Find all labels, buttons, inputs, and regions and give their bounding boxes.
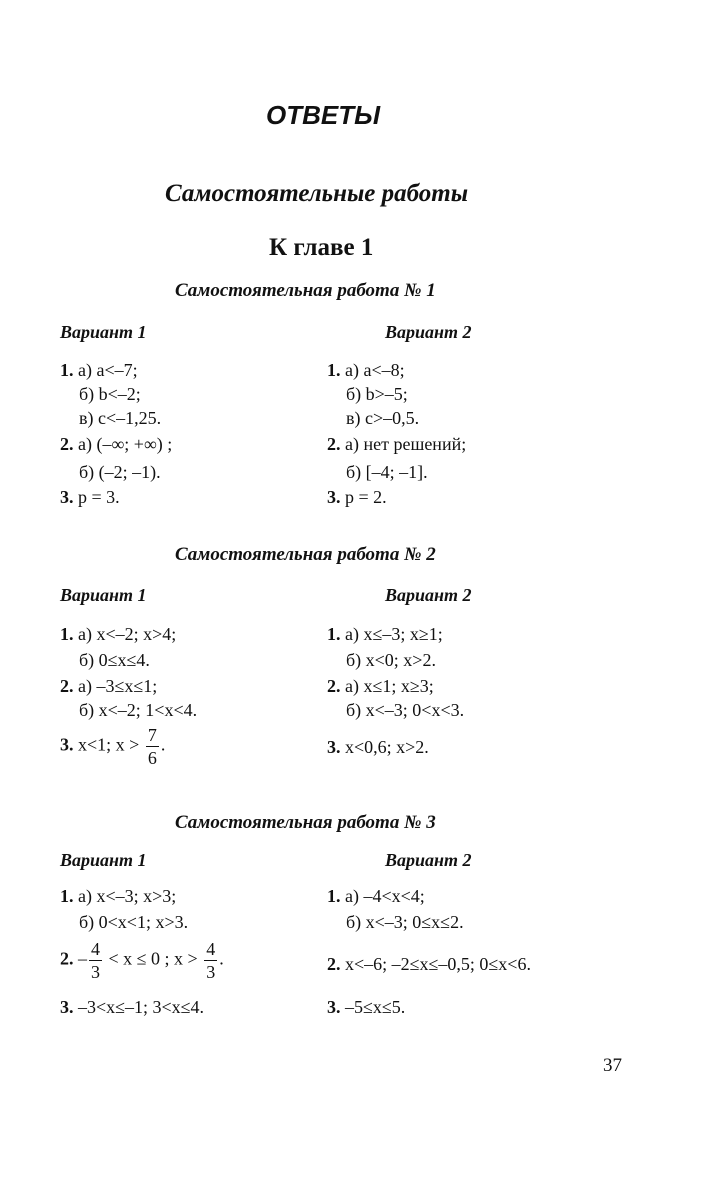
page-title: ОТВЕТЫ <box>266 100 381 130</box>
w1-v2-answer-2b: б) [–4; –1]. <box>346 462 428 482</box>
fraction-4-3-a: $\frac{4}{3}$ <box>91 939 100 982</box>
work-3-title: Самостоятельная работа № 3 <box>175 812 436 833</box>
w1-v2-answer-2a: 2. а) нет решений; <box>327 434 467 454</box>
w2-v2-answer-1a: 1. а) x≤–3; x≥1; <box>327 624 443 644</box>
w3-v2-answer-3: 3. –5≤x≤5. <box>327 997 406 1017</box>
w2-v1-answer-2b: б) x<–2; 1<x<4. <box>79 700 198 720</box>
w2-v1-answer-1b: б) 0≤x≤4. <box>79 650 150 670</box>
w3-v2-answer-1a: 1. а) –4<x<4; <box>327 886 425 906</box>
work-3-variant-2-label: Вариант 2 <box>385 850 472 870</box>
w1-v1-answer-2a: 2. а) (–∞; +∞) ; <box>60 434 173 454</box>
w1-v2-answer-1a: 1. а) a<–8; <box>327 360 405 380</box>
w1-v1-answer-3: 3. p = 3. <box>60 487 120 507</box>
w1-v2-answer-1c: в) c>–0,5. <box>346 408 420 428</box>
work-1-variant-2-label: Вариант 2 <box>385 322 472 342</box>
w2-v2-answer-2a: 2. а) x≤1; x≥3; <box>327 676 434 696</box>
fraction-4-3-b: $\frac{4}{3}$ <box>206 939 216 982</box>
w1-v1-answer-2b: б) (–2; –1). <box>79 462 161 482</box>
work-3-variant-1-label: Вариант 1 <box>60 850 147 870</box>
w1-v2-answer-1b: б) b>–5; <box>346 384 408 404</box>
w1-v1-answer-1a: 1. а) a<–7; <box>60 360 138 380</box>
w1-v2-answer-3: 3. p = 2. <box>327 487 387 507</box>
work-2-title: Самостоятельная работа № 2 <box>175 544 436 565</box>
w3-v2-answer-2: 2. x<–6; –2≤x≤–0,5; 0≤x<6. <box>327 954 531 974</box>
w1-v1-answer-1b: б) b<–2; <box>79 384 141 404</box>
page-number: 37 <box>603 1055 622 1076</box>
work-2-variant-2-label: Вариант 2 <box>385 585 472 605</box>
w2-v1-answer-3: 3. x<1; x > $\frac{7}{6}$ . <box>60 725 166 768</box>
w3-v1-answer-3: 3. –3<x≤–1; 3<x≤4. <box>60 997 205 1017</box>
fraction-7-6: $\frac{7}{6}$ <box>147 725 157 768</box>
w1-v1-answer-1c: в) c<–1,25. <box>79 408 162 428</box>
w2-v2-answer-2b: б) x<–3; 0<x<3. <box>346 700 465 720</box>
w2-v2-answer-1b: б) x<0; x>2. <box>346 650 436 670</box>
w2-v1-answer-2a: 2. а) –3≤x≤1; <box>60 676 158 696</box>
w2-v2-answer-3: 3. x<0,6; x>2. <box>327 737 429 757</box>
w2-v1-answer-1a: 1. а) x<–2; x>4; <box>60 624 177 644</box>
w3-v1-answer-1b: б) 0<x<1; x>3. <box>79 912 189 932</box>
work-1-variant-1-label: Вариант 1 <box>60 322 147 342</box>
w3-v1-answer-2: 2. – $\frac{4}{3}$ < x ≤ 0 ; x > $\frac{4}{3}$ . <box>60 939 224 982</box>
work-2-variant-1-label: Вариант 1 <box>60 585 147 605</box>
chapter-heading: К главе 1 <box>269 234 374 261</box>
work-1-title: Самостоятельная работа № 1 <box>175 280 436 301</box>
section-heading: Самостоятельные работы <box>165 180 469 207</box>
w3-v1-answer-1a: 1. а) x<–3; x>3; <box>60 886 177 906</box>
w3-v2-answer-1b: б) x<–3; 0≤x≤2. <box>346 912 464 932</box>
